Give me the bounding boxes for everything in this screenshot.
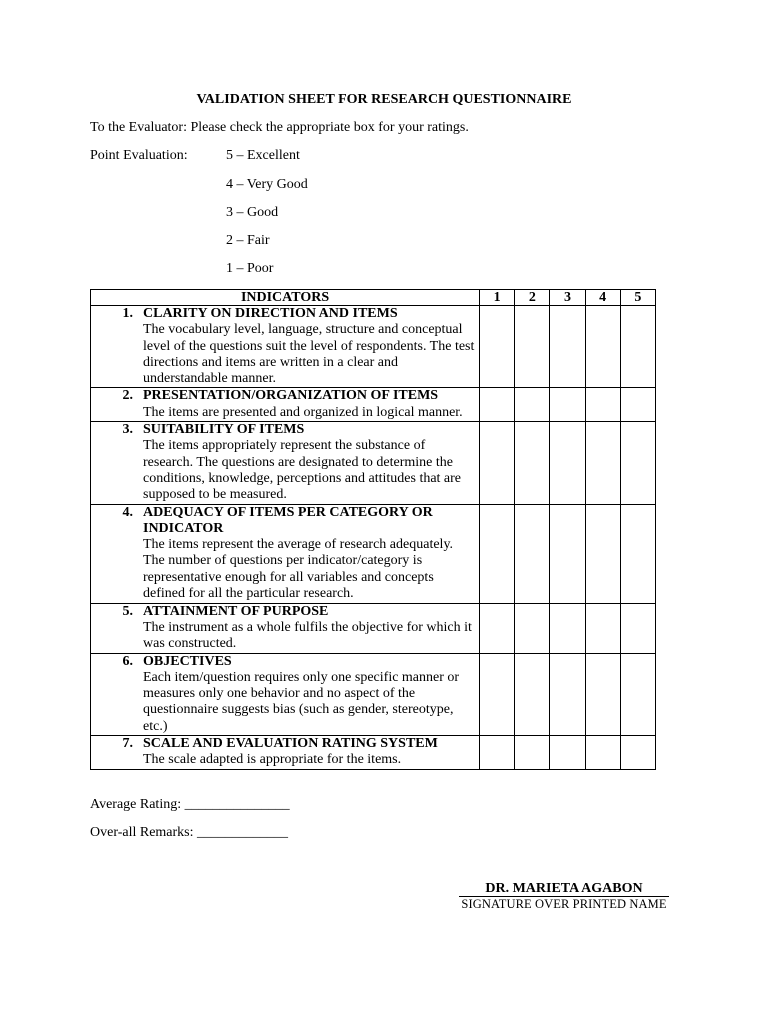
indicator-row xyxy=(91,388,656,422)
rating-header-5: 5 xyxy=(620,290,655,306)
point-evaluation-label: Point Evaluation: xyxy=(90,148,188,163)
rating-checkbox-4[interactable] xyxy=(585,736,620,770)
document-title: VALIDATION SHEET FOR RESEARCH QUESTIONNAIRE xyxy=(196,92,572,107)
indicator-cell xyxy=(91,736,480,770)
rating-checkbox-2[interactable] xyxy=(515,388,550,422)
scale-item-poor: 1 – Poor xyxy=(226,261,274,276)
indicators-header: INDICATORS xyxy=(91,290,480,306)
indicator-description: The items are presented and organized in logical manner. xyxy=(143,404,463,420)
indicator-number: 3. xyxy=(122,422,133,438)
rating-checkbox-2[interactable] xyxy=(515,603,550,653)
rating-checkbox-3[interactable] xyxy=(550,653,585,735)
rating-checkbox-2[interactable] xyxy=(515,422,550,504)
rating-checkbox-5[interactable] xyxy=(620,504,655,603)
rating-checkbox-5[interactable] xyxy=(620,388,655,422)
indicator-title: PRESENTATION/ORGANIZATION OF ITEMS xyxy=(143,388,439,404)
indicator-number: 7. xyxy=(122,736,133,752)
rating-header-4: 4 xyxy=(585,290,620,306)
rating-checkbox-5[interactable] xyxy=(620,603,655,653)
rating-table-body xyxy=(91,306,656,770)
rating-checkbox-1[interactable] xyxy=(480,306,515,388)
rating-checkbox-1[interactable] xyxy=(480,422,515,504)
scale-item-very-good: 4 – Very Good xyxy=(226,177,308,192)
indicator-row xyxy=(91,306,656,388)
indicator-row xyxy=(91,504,656,603)
indicator-row xyxy=(91,653,656,735)
indicator-title: ATTAINMENT OF PURPOSE xyxy=(143,603,329,619)
rating-checkbox-1[interactable] xyxy=(480,653,515,735)
indicator-title: SUITABILITY OF ITEMS xyxy=(143,422,305,438)
rating-checkbox-4[interactable] xyxy=(585,306,620,388)
indicator-description: The items appropriately represent the substance of research. The questions are designated to determine the conditions, knowledge, perceptions and attitudes that are supposed to be measured. xyxy=(143,438,462,503)
rating-checkbox-4[interactable] xyxy=(585,603,620,653)
indicator-number: 2. xyxy=(122,388,133,404)
rating-checkbox-2[interactable] xyxy=(515,653,550,735)
rating-checkbox-4[interactable] xyxy=(585,653,620,735)
indicator-number: 6. xyxy=(122,653,133,669)
rating-checkbox-2[interactable] xyxy=(515,306,550,388)
rating-table xyxy=(90,289,656,770)
rating-checkbox-1[interactable] xyxy=(480,603,515,653)
indicator-row xyxy=(91,603,656,653)
rating-checkbox-4[interactable] xyxy=(585,388,620,422)
rating-checkbox-3[interactable] xyxy=(550,388,585,422)
rating-checkbox-3[interactable] xyxy=(550,504,585,603)
rating-header-2: 2 xyxy=(515,290,550,306)
rating-checkbox-4[interactable] xyxy=(585,504,620,603)
rating-checkbox-3[interactable] xyxy=(550,603,585,653)
indicator-cell xyxy=(91,603,480,653)
indicator-cell xyxy=(91,422,480,504)
indicator-cell xyxy=(91,653,480,735)
indicator-title: ADEQUACY OF ITEMS PER CATEGORY OR INDICATOR xyxy=(143,504,433,536)
indicator-description: The vocabulary level, language, structure and conceptual level of the questions suit the level of respondents. The test directions and items are written in a clear and understandable manner. xyxy=(143,322,475,387)
table-header-row xyxy=(91,290,656,306)
indicator-description: The scale adapted is appropriate for the items. xyxy=(143,752,402,768)
rating-checkbox-3[interactable] xyxy=(550,736,585,770)
scale-item-excellent: 5 – Excellent xyxy=(226,148,300,163)
rating-checkbox-1[interactable] xyxy=(480,504,515,603)
rating-checkbox-5[interactable] xyxy=(620,422,655,504)
rating-checkbox-2[interactable] xyxy=(515,504,550,603)
indicator-description: The instrument as a whole fulfils the objective for which it was constructed. xyxy=(143,619,472,652)
rating-checkbox-4[interactable] xyxy=(585,422,620,504)
rating-checkbox-5[interactable] xyxy=(620,653,655,735)
rating-header-3: 3 xyxy=(550,290,585,306)
indicator-row xyxy=(91,736,656,770)
rating-checkbox-1[interactable] xyxy=(480,388,515,422)
indicator-number: 1. xyxy=(122,306,133,321)
indicator-title: OBJECTIVES xyxy=(143,653,232,669)
scale-item-good: 3 – Good xyxy=(226,205,279,220)
rating-checkbox-3[interactable] xyxy=(550,306,585,388)
indicator-description: Each item/question requires only one specific manner or measures only one behavior and no aspect of the questionnaire suggests bias (such as gender, stereotype, etc.) xyxy=(143,669,460,734)
indicator-title: SCALE AND EVALUATION RATING SYSTEM xyxy=(143,736,438,752)
rating-header-1: 1 xyxy=(480,290,515,306)
evaluator-instructions: To the Evaluator: Please check the appropriate box for your ratings. xyxy=(90,120,469,135)
rating-checkbox-5[interactable] xyxy=(620,306,655,388)
average-rating-field[interactable]: Average Rating: _______________ xyxy=(90,797,290,812)
indicator-cell xyxy=(91,504,480,603)
rating-checkbox-5[interactable] xyxy=(620,736,655,770)
rating-checkbox-3[interactable] xyxy=(550,422,585,504)
indicator-number: 5. xyxy=(122,603,133,619)
signatory-name: DR. MARIETA AGABON xyxy=(485,881,643,896)
overall-remarks-field[interactable]: Over-all Remarks: _____________ xyxy=(90,825,289,840)
signature-caption: SIGNATURE OVER PRINTED NAME xyxy=(461,897,667,911)
rating-checkbox-1[interactable] xyxy=(480,736,515,770)
scale-item-fair: 2 – Fair xyxy=(226,233,270,248)
indicator-cell xyxy=(91,388,480,422)
indicator-number: 4. xyxy=(122,504,133,520)
indicator-row xyxy=(91,422,656,504)
indicator-cell xyxy=(91,306,480,388)
indicator-description: The items represent the average of research adequately. The number of questions per indicator/category is representative enough for all variables and concepts defined for all the particular research. xyxy=(143,537,454,602)
indicator-title: CLARITY ON DIRECTION AND ITEMS xyxy=(143,306,398,321)
rating-checkbox-2[interactable] xyxy=(515,736,550,770)
